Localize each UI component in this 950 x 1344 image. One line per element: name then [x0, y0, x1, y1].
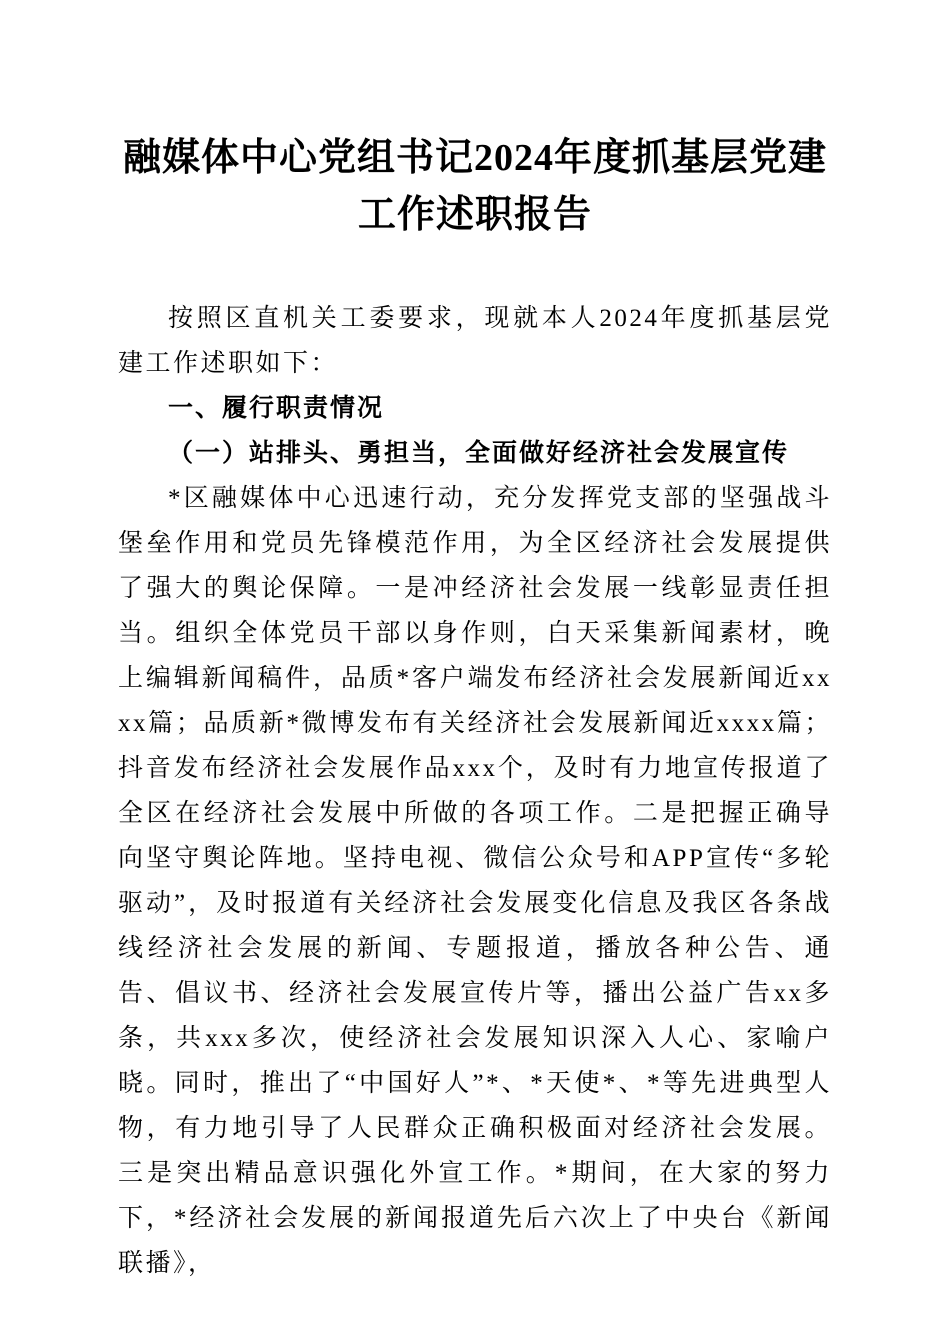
document-title: 融媒体中心党组书记2024年度抓基层党建工作述职报告	[122, 137, 827, 236]
paragraph-main-body: *区融媒体中心迅速行动，充分发挥党支部的坚强战斗堡垒作用和党员先锋模范作用，为全区经济社会发展提供了强大的舆论保障。一是冲经济社会发展一线彰显责任担当。组织全体党员干部以身作则，白天采集新闻素材，晚上编辑新闻稿件，品质*客户端发布经济社会发展新闻近xxxx篇；品质新*微博发布有关经济社会发展新闻近xxxx篇；抖音发布经济社会发展作品xxx个，及时有力地宣传报道了全区在经济社会发展中所做的各项工作。二是把握正确导向坚守舆论阵地。坚持电视、微信公众号和APP宣传“多轮驱动”，及时报道有关经济社会发展变化信息及我区各条战线经济社会发展的新闻、专题报道，播放各种公告、通告、倡议书、经济社会发展宣传片等，播出公益广告xx多条，共xxx多次，使经济社会发展知识深入人心、家喻户晓。同时，推出了“中国好人”*、*天使*、*等先进典型人物，有力地引导了人民群众正确积极面对经济社会发展。三是突出精品意识强化外宣工作。*期间，在大家的努力下，*经济社会发展的新闻报道先后六次上了中央台《新闻联播》，	[118, 485, 832, 1277]
subheading-publicity-work: （一）站排头、勇担当，全面做好经济社会发展宣传	[168, 440, 790, 467]
paragraph-intro: 按照区直机关工委要求，现就本人2024年度抓基层党建工作述职如下：	[118, 305, 832, 377]
heading-duty-performance: 一、履行职责情况	[168, 394, 385, 422]
